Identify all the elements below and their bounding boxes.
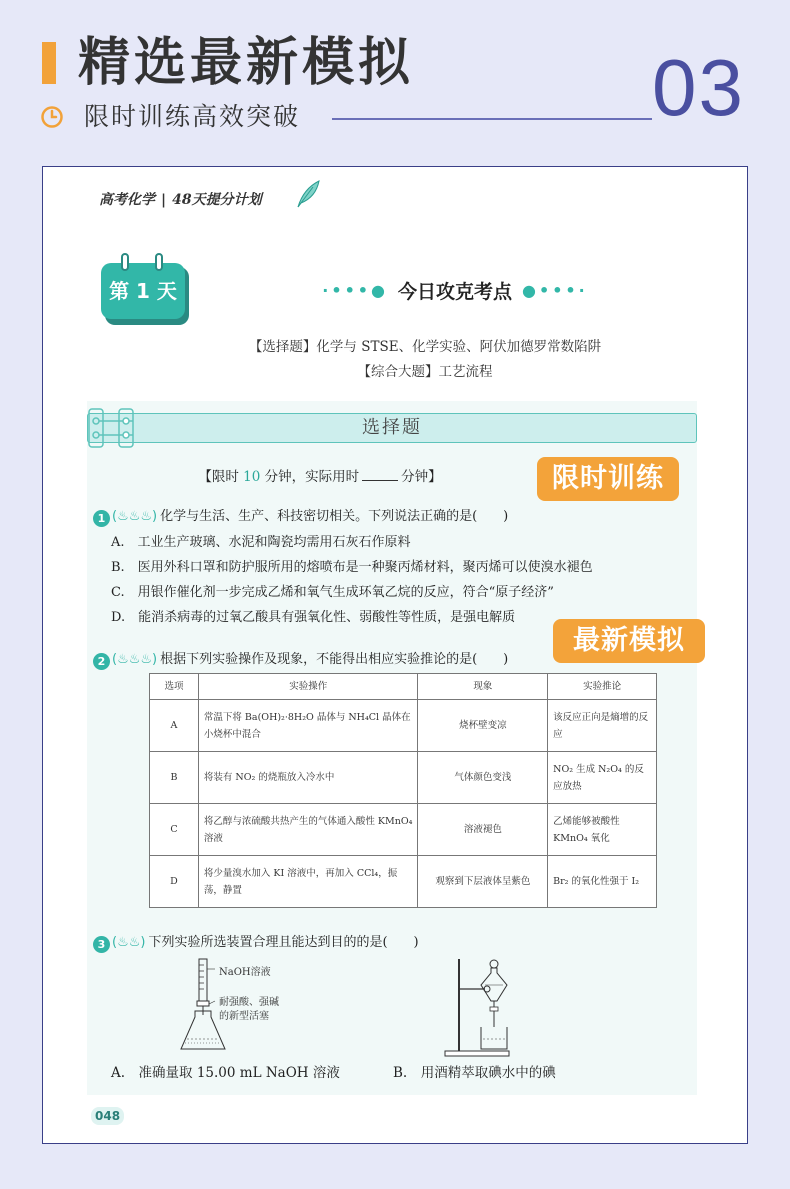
calendar-ring-icon (155, 253, 163, 271)
answer-option-b: B. 用酒精萃取碘水中的碘 (393, 1065, 556, 1081)
experiment-table (149, 673, 657, 908)
separatory-funnel-diagram (441, 955, 521, 1059)
question-2 (93, 648, 508, 670)
answer-option-a: A. 准确量取 15.00 mL NaOH 溶液 (111, 1065, 340, 1081)
plan-name: 48天提分计划 (172, 192, 262, 208)
table-row (150, 752, 657, 804)
time-prefix: 【限时 (198, 469, 244, 485)
tag-latest-mock: 最新模拟 (553, 619, 705, 663)
table-cell: 常温下将 Ba(OH)₂·8H₂O 晶体与 NH₄Cl 晶体在小烧杯中混合 (198, 700, 418, 752)
calendar-ring-icon (121, 253, 129, 271)
tag-timed-training: 限时训练 (537, 457, 679, 501)
valve-label-1: 耐强酸、强碱 (219, 997, 279, 1008)
question-stem: 化学与生活、生产、科技密切相关。下列说法正确的是( ) (160, 509, 509, 524)
topic-line-2: 【综合大题】工艺流程 (357, 364, 493, 380)
table-cell: 将乙醇与浓硫酸共热产生的气体通入酸性 KMnO₄ 溶液 (198, 804, 418, 856)
table-cell: 观察到下层液体呈紫色 (418, 856, 548, 908)
running-header (99, 189, 262, 209)
question-stem: 根据下列实验操作及现象，不能得出相应实验推论的是( ) (160, 652, 509, 667)
header-separator: | (161, 192, 167, 208)
page-title: 精选最新模拟 (78, 33, 415, 93)
table-cell: 该反应正向是熵增的反应 (548, 700, 657, 752)
option-c: C. 用银作催化剂一步完成乙烯和氧气生成环氧乙烷的反应，符合“原子经济” (111, 585, 554, 600)
feather-icon (295, 179, 321, 209)
option-b: B. 医用外科口罩和防护服所用的熔喷布是一种聚丙烯材料，聚丙烯可以使溴水褪色 (111, 560, 593, 575)
book-page (42, 166, 748, 1144)
question-3 (93, 931, 419, 953)
question-1 (93, 505, 508, 527)
table-cell: C (150, 804, 199, 856)
subtitle-underline (332, 118, 652, 120)
time-suffix: 分钟】 (401, 469, 442, 485)
time-blank[interactable] (362, 480, 398, 481)
clock-icon (40, 105, 64, 129)
time-mid: 分钟，实际用时 (260, 469, 360, 485)
option-a: A. 工业生产玻璃、水泥和陶瓷均需用石灰石作原料 (111, 535, 411, 550)
option-d: D. 能消杀病毒的过氧乙酸具有强氧化性、弱酸性等性质，是强电解质 (111, 610, 516, 625)
valve-label-2: 的新型活塞 (219, 1011, 269, 1022)
table-cell: 将少量溴水加入 KI 溶液中，再加入 CCl₄，振荡，静置 (198, 856, 418, 908)
table-cell: D (150, 856, 199, 908)
table-cell: NO₂ 生成 N₂O₄ 的反应放热 (548, 752, 657, 804)
section-banner: 选择题 (87, 413, 697, 443)
page-subtitle: 限时训练高效突破 (84, 102, 301, 131)
time-value: 10 (243, 469, 261, 485)
topic-line-1: 【选择题】化学与 STSE、化学实验、阿伏加德罗常数陷阱 (248, 339, 602, 355)
difficulty-flask-icon: (♨♨♨) (112, 509, 158, 524)
table-row (150, 804, 657, 856)
table-header: 实验操作 (198, 674, 418, 700)
table-cell: 烧杯壁变凉 (418, 700, 548, 752)
question-stem: 下列实验所选装置合理且能达到目的的是( ) (148, 935, 419, 950)
table-header: 现象 (418, 674, 548, 700)
difficulty-flask-icon: (♨♨♨) (112, 652, 158, 667)
table-cell: 将装有 NO₂ 的烧瓶放入冷水中 (198, 752, 418, 804)
question-number: 2 (93, 653, 110, 670)
dots-right-icon: ●•••· (522, 281, 588, 300)
section-number: 03 (652, 43, 745, 132)
day-label: 第 1 天 (101, 263, 185, 319)
table-header: 选项 (150, 674, 199, 700)
naoh-label: NaOH溶液 (219, 967, 271, 978)
table-cell: Br₂ 的氧化性强于 I₂ (548, 856, 657, 908)
table-cell: 溶液褪色 (418, 804, 548, 856)
difficulty-flask-icon: (♨♨) (112, 935, 146, 950)
table-row (150, 700, 657, 752)
table-cell: 气体颜色变浅 (418, 752, 548, 804)
table-cell: 乙烯能够被酸性 KMnO₄ 氧化 (548, 804, 657, 856)
page-number: 048 (91, 1107, 124, 1125)
accent-bar (42, 42, 56, 84)
table-cell: A (150, 700, 199, 752)
binder-clip-icon (87, 407, 137, 449)
question-number: 1 (93, 510, 110, 527)
table-cell: B (150, 752, 199, 804)
series-name: 高考化学 (99, 192, 155, 208)
focus-title-text: 今日攻克考点 (397, 281, 512, 303)
table-row (150, 856, 657, 908)
table-header: 实验推论 (548, 674, 657, 700)
focus-title (43, 277, 747, 304)
dots-left-icon: ·•••● (322, 281, 388, 300)
question-number: 3 (93, 936, 110, 953)
